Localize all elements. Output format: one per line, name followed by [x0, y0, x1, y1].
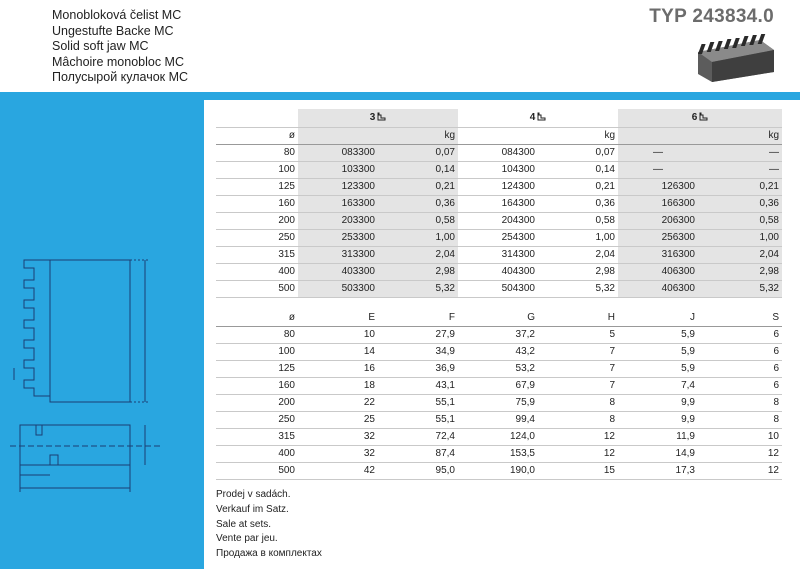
- table-cell: 404300: [501, 266, 535, 277]
- column-header: G: [527, 311, 535, 323]
- table-cell: 43,1: [435, 380, 455, 391]
- table-cell: 083300: [298, 144, 378, 161]
- table-cell: 43,2: [515, 346, 535, 357]
- table-cell: 125: [278, 363, 295, 374]
- table-cell: 250: [278, 414, 295, 425]
- table-cell: 12: [603, 431, 615, 442]
- table-cell: 203300: [298, 212, 378, 229]
- table-cell: 5,9: [681, 329, 695, 340]
- table-cell: 67,9: [515, 380, 535, 391]
- group-6-jaw: 6: [618, 109, 782, 127]
- table-cell: 25: [363, 414, 375, 425]
- table-cell: 0,21: [698, 178, 782, 195]
- table-cell: 80: [283, 147, 295, 158]
- sales-note: [216, 488, 322, 562]
- table-cell: 406300: [618, 280, 698, 297]
- table-cell: 200: [278, 215, 295, 226]
- table-cell: 084300: [501, 147, 535, 158]
- table-cell: —: [618, 144, 698, 161]
- table-cell: 103300: [298, 161, 378, 178]
- table-cell: 5,9: [681, 363, 695, 374]
- table-cell: 75,9: [515, 397, 535, 408]
- table-cell: 8: [609, 397, 615, 408]
- table-row: [216, 394, 782, 411]
- table-cell: 5: [609, 329, 615, 340]
- table-cell: 190,0: [509, 465, 535, 476]
- jaw-count-row: [216, 109, 782, 127]
- table-cell: 22: [363, 397, 375, 408]
- table-cell: 500: [278, 465, 295, 476]
- table-cell: 7: [609, 363, 615, 374]
- table-cell: 1,00: [595, 232, 615, 243]
- table-row: [216, 360, 782, 377]
- table-cell: 316300: [618, 246, 698, 263]
- table-row: [216, 229, 782, 246]
- table-cell: 166300: [618, 195, 698, 212]
- table-cell: 100: [278, 346, 295, 357]
- table-row: [216, 428, 782, 445]
- note-ru: Продажа в комплектах: [216, 548, 322, 560]
- table-cell: 87,4: [435, 448, 455, 459]
- table-cell: —: [618, 161, 698, 178]
- table-cell: 504300: [501, 283, 535, 294]
- table-cell: 0,14: [595, 164, 615, 175]
- table-row: [216, 411, 782, 428]
- table-row: [216, 263, 782, 280]
- table-row: [216, 377, 782, 394]
- type-code: TYP 243834.0: [649, 6, 774, 27]
- table-cell: 2,04: [378, 246, 458, 263]
- table-cell: 6: [773, 363, 779, 374]
- note-fr: Vente par jeu.: [216, 533, 278, 545]
- table-cell: 2,98: [378, 263, 458, 280]
- dimensions-table: [216, 309, 782, 480]
- table-cell: 160: [278, 198, 295, 209]
- table-cell: 0,58: [595, 215, 615, 226]
- table-cell: 53,2: [515, 363, 535, 374]
- table-cell: 80: [283, 329, 295, 340]
- table-cell: 5,32: [698, 280, 782, 297]
- table-cell: 8: [773, 414, 779, 425]
- table-row: [216, 178, 782, 195]
- table-cell: 200: [278, 397, 295, 408]
- table-cell: 15: [603, 465, 615, 476]
- table-cell: 1,00: [378, 229, 458, 246]
- table2-header: [216, 309, 782, 326]
- table-row: [216, 462, 782, 479]
- table-cell: 315: [278, 431, 295, 442]
- table-cell: 14: [363, 346, 375, 357]
- jaw-drawing: [10, 250, 160, 500]
- table-cell: 400: [278, 266, 295, 277]
- group-3-jaw: 3: [298, 109, 458, 127]
- table-cell: —: [698, 161, 782, 178]
- table-cell: 123300: [298, 178, 378, 195]
- table-cell: 1,00: [698, 229, 782, 246]
- column-header: ø: [288, 311, 295, 323]
- table-cell: 2,04: [595, 249, 615, 260]
- note-en: Sale at sets.: [216, 518, 272, 530]
- table-cell: 32: [363, 448, 375, 459]
- table-cell: 204300: [501, 215, 535, 226]
- table-row: [216, 246, 782, 263]
- group-4-jaw: 4: [458, 109, 618, 127]
- table-cell: 12: [767, 465, 779, 476]
- table-cell: 0,07: [378, 144, 458, 161]
- table-cell: 315: [278, 249, 295, 260]
- table-cell: 9,9: [681, 397, 695, 408]
- table-cell: 5,32: [378, 280, 458, 297]
- table-cell: 164300: [501, 198, 535, 209]
- table-cell: 14,9: [675, 448, 695, 459]
- table-cell: 8: [773, 397, 779, 408]
- table-cell: 124,0: [509, 431, 535, 442]
- table-cell: 37,2: [515, 329, 535, 340]
- column-header: S: [772, 311, 779, 323]
- table-cell: 250: [278, 232, 295, 243]
- table-row: [216, 280, 782, 297]
- product-titles: [52, 8, 188, 86]
- table-cell: 0,21: [595, 181, 615, 192]
- table-cell: 153,5: [509, 448, 535, 459]
- table-cell: 0,36: [595, 198, 615, 209]
- table-cell: 99,4: [515, 414, 535, 425]
- table-cell: 10: [767, 431, 779, 442]
- table-cell: 104300: [501, 164, 535, 175]
- table-cell: 126300: [618, 178, 698, 195]
- note-cs: Prodej v sadách.: [216, 489, 291, 500]
- table-cell: 8: [609, 414, 615, 425]
- table-cell: 160: [278, 380, 295, 391]
- table-cell: 0,58: [698, 212, 782, 229]
- table-row: [216, 161, 782, 178]
- table-cell: 7: [609, 380, 615, 391]
- table-row: [216, 212, 782, 229]
- table-cell: 2,98: [595, 266, 615, 277]
- table-cell: 0,36: [378, 195, 458, 212]
- table-cell: 16: [363, 363, 375, 374]
- table-cell: 0,21: [378, 178, 458, 195]
- table-cell: 55,1: [435, 414, 455, 425]
- table-cell: 254300: [501, 232, 535, 243]
- jaw-profile-icon: [537, 112, 546, 121]
- column-header: F: [448, 311, 455, 323]
- table-cell: —: [698, 144, 782, 161]
- table-cell: 32: [363, 431, 375, 442]
- table-cell: 42: [363, 465, 375, 476]
- title-en: Solid soft jaw MC: [52, 39, 149, 53]
- column-header: H: [607, 311, 615, 323]
- title-cs: Monobloková čelist MC: [52, 8, 182, 22]
- table-cell: 253300: [298, 229, 378, 246]
- table-cell: 36,9: [435, 363, 455, 374]
- table-cell: 10: [363, 329, 375, 340]
- table-cell: 314300: [501, 249, 535, 260]
- table-cell: 12: [603, 448, 615, 459]
- table-cell: 206300: [618, 212, 698, 229]
- table-row: [216, 343, 782, 360]
- table-cell: 163300: [298, 195, 378, 212]
- table1-header: ø kg kg kg: [216, 127, 782, 144]
- table-cell: 503300: [298, 280, 378, 297]
- table-cell: 406300: [618, 263, 698, 280]
- table-cell: 124300: [501, 181, 535, 192]
- jaw-photo: [690, 32, 776, 84]
- table-cell: 400: [278, 448, 295, 459]
- table-cell: 34,9: [435, 346, 455, 357]
- table-cell: 0,58: [378, 212, 458, 229]
- table-cell: 5,32: [595, 283, 615, 294]
- table-cell: 7,4: [681, 380, 695, 391]
- table-cell: 6: [773, 346, 779, 357]
- table-cell: 313300: [298, 246, 378, 263]
- table-cell: 2,98: [698, 263, 782, 280]
- diagram-panel: [0, 100, 204, 569]
- jaw-profile-icon: [377, 112, 386, 121]
- title-fr: Mâchoire monobloc MC: [52, 54, 184, 69]
- table-cell: 6: [773, 380, 779, 391]
- table-cell: 17,3: [675, 465, 695, 476]
- jaw-profile-icon: [699, 112, 708, 121]
- table-cell: 72,4: [435, 431, 455, 442]
- table-cell: 0,07: [595, 147, 615, 158]
- table-cell: 256300: [618, 229, 698, 246]
- column-header: J: [690, 311, 695, 323]
- title-de: Ungestufte Backe MC: [52, 23, 174, 38]
- table-row: [216, 445, 782, 462]
- table-cell: 100: [278, 164, 295, 175]
- note-de: Verkauf im Satz.: [216, 503, 289, 515]
- table-cell: 7: [609, 346, 615, 357]
- table-cell: 18: [363, 380, 375, 391]
- table-cell: 0,36: [698, 195, 782, 212]
- table-row: [216, 195, 782, 212]
- table-cell: 125: [278, 181, 295, 192]
- order-codes-table: [216, 109, 782, 298]
- table-cell: 500: [278, 283, 295, 294]
- table-cell: 12: [767, 448, 779, 459]
- table-row: [216, 144, 782, 161]
- table-cell: 2,04: [698, 246, 782, 263]
- table-cell: 9,9: [681, 414, 695, 425]
- table-cell: 5,9: [681, 346, 695, 357]
- header-area: [0, 0, 800, 100]
- table-cell: 0,14: [378, 161, 458, 178]
- table-cell: 55,1: [435, 397, 455, 408]
- title-ru: Полусырой кулачок МС: [52, 70, 189, 84]
- table-cell: 403300: [298, 263, 378, 280]
- table-cell: 6: [773, 329, 779, 340]
- table-row: [216, 326, 782, 343]
- table-cell: 27,9: [435, 329, 455, 340]
- table-cell: 11,9: [676, 431, 695, 442]
- table-cell: 95,0: [435, 465, 455, 476]
- column-header: E: [368, 311, 375, 323]
